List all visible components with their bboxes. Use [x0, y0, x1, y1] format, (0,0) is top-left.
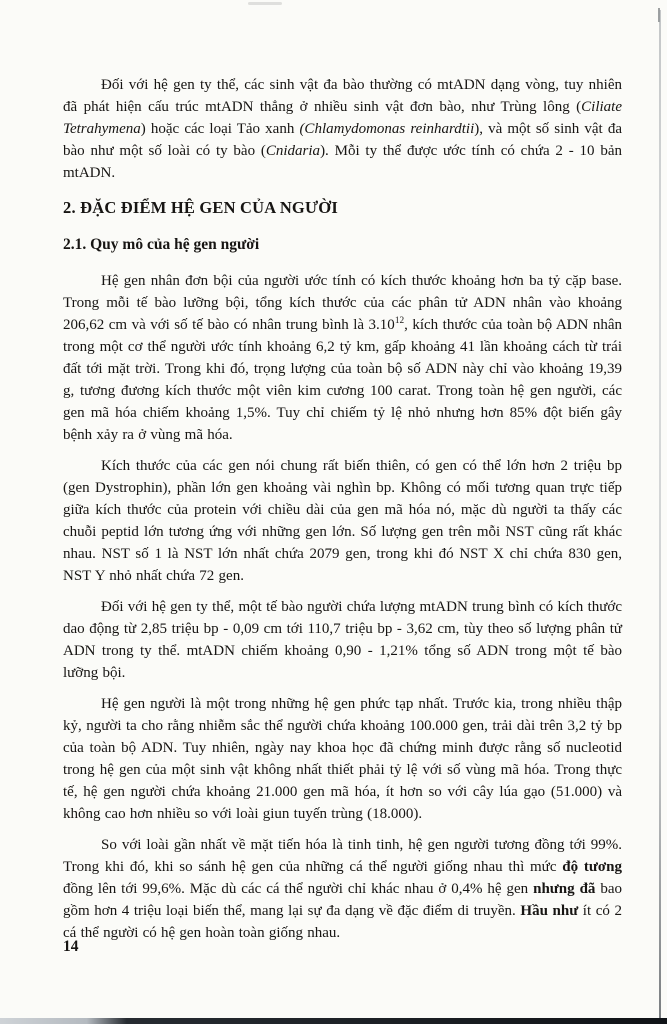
- paragraph-genome-size: Hệ gen nhân đơn bội của người ước tính có kích thước khoảng hơn ba tỷ cặp base. Trong mỗi tế bào lưỡng bội, tổng kích thước của các phân tử ADN nhân vào khoảng 206,62 cm và với số tế bào có nhân trung bình là 3.10$^{12}$, kích thước của toàn bộ ADN nhân trong một cơ thể người ước tính khoảng 6,2 tỷ km, gấp khoảng 41 lần khoảng cách từ trái đất tới mặt trời. Trong khi đó, trọng lượng của toàn bộ số ADN này chỉ vào khoảng 19,39 g, tương đương kích thước một viên kim cương 100 carat. Trong toàn hệ gen người, các gen mã hóa chiếm khoảng 1,5%. Tuy chỉ chiếm tỷ lệ nhỏ nhưng hơn 85% đột biến gây bệnh xảy ra ở vùng mã hóa.: [63, 273, 622, 443]
- paragraph-mtdna-amount: Đối với hệ gen ty thể, một tế bào người chứa lượng mtADN trung bình có kích thước dao động từ 2,85 triệu bp - 0,09 cm tới 110,7 triệu bp - 3,62 cm, tùy theo số lượng phân tử ADN trong ty thể. mtADN chiếm khoảng 0,90 - 1,21% tổng số ADN trong một tế bào lưỡng bội.: [63, 599, 622, 681]
- scan-smudge-artifact: [248, 2, 282, 5]
- paragraph-mtdna-overview: Đối với hệ gen ty thể, các sinh vật đa bào thường có mtADN dạng vòng, tuy nhiên đã phát hiện cấu trúc mtADN thẳng ở nhiều sinh vật đơn bào, như Trùng lông (Ciliate Tetrahymena) hoặc các loại Tảo xanh (Chlamydomonas reinhardtii), và một số sinh vật đa bào như một số loài có ty bào (Cnidaria). Mỗi ty thể được ước tính có chứa 2 - 10 bản mtADN.: [63, 77, 622, 181]
- section-heading: 2. ĐẶC ĐIỂM HỆ GEN CỦA NGƯỜI: [63, 198, 338, 217]
- subsection-heading: 2.1. Quy mô của hệ gen người: [63, 236, 260, 253]
- page-content: [63, 74, 622, 953]
- paragraph-gene-sizes: Kích thước của các gen nói chung rất biến thiên, có gen có thể lớn hơn 2 triệu bp (gen Dystrophin), phần lớn gen khoảng vài nghìn bp. Không có mối tương quan trực tiếp giữa kích thước của protein với chiều dài của gen mã hóa nó, mặc dù người ta thấy các chuỗi peptid lớn tương ứng với những gen lớn. Số lượng gen trên mỗi NST cũng rất khác nhau. NST số 1 là NST lớn nhất chứa 2079 gen, trong khi đó NST X chỉ chứa 830 gen, NST Y nhỏ nhất chứa 72 gen.: [63, 458, 622, 584]
- page-number: 14: [63, 938, 79, 955]
- scan-edge-right: [659, 10, 661, 1018]
- paragraph-genome-similarity: So với loài gần nhất về mặt tiến hóa là tinh tinh, hệ gen người tương đồng tới 99%. Trong khi đó, khi so sánh hệ gen của những cá thể người giống nhau thì mức độ tương đồng lên tới 99,6%. Mặc dù các cá thể người chỉ khác nhau ở 0,4% hệ gen nhưng đã bao gồm hơn 4 triệu loại biến thể, mang lại sự đa dạng về đặc điểm di truyền. Hầu như ít có 2 cá thể người có hệ gen hoàn toàn giống nhau.: [63, 837, 622, 941]
- paragraph-gene-count: Hệ gen người là một trong những hệ gen phức tạp nhất. Trước kia, trong nhiều thập kỷ, người ta cho rằng nhiễm sắc thể người chứa khoảng 100.000 gen, trải dài trên 3,2 tỷ bp của toàn bộ ADN. Tuy nhiên, ngày nay khoa học đã chứng minh được rằng số nucleotid trong hệ gen của một sinh vật không nhất thiết phải tỷ lệ với số vùng mã hóa. Trong thực tế, hệ gen người chứa khoảng 21.000 gen mã hóa, ít hơn so với cây lúa gạo (51.000) và không cao hơn nhiều so với loài giun tuyến trùng (18.000).: [63, 696, 622, 822]
- scan-edge-bottom: [0, 1018, 667, 1024]
